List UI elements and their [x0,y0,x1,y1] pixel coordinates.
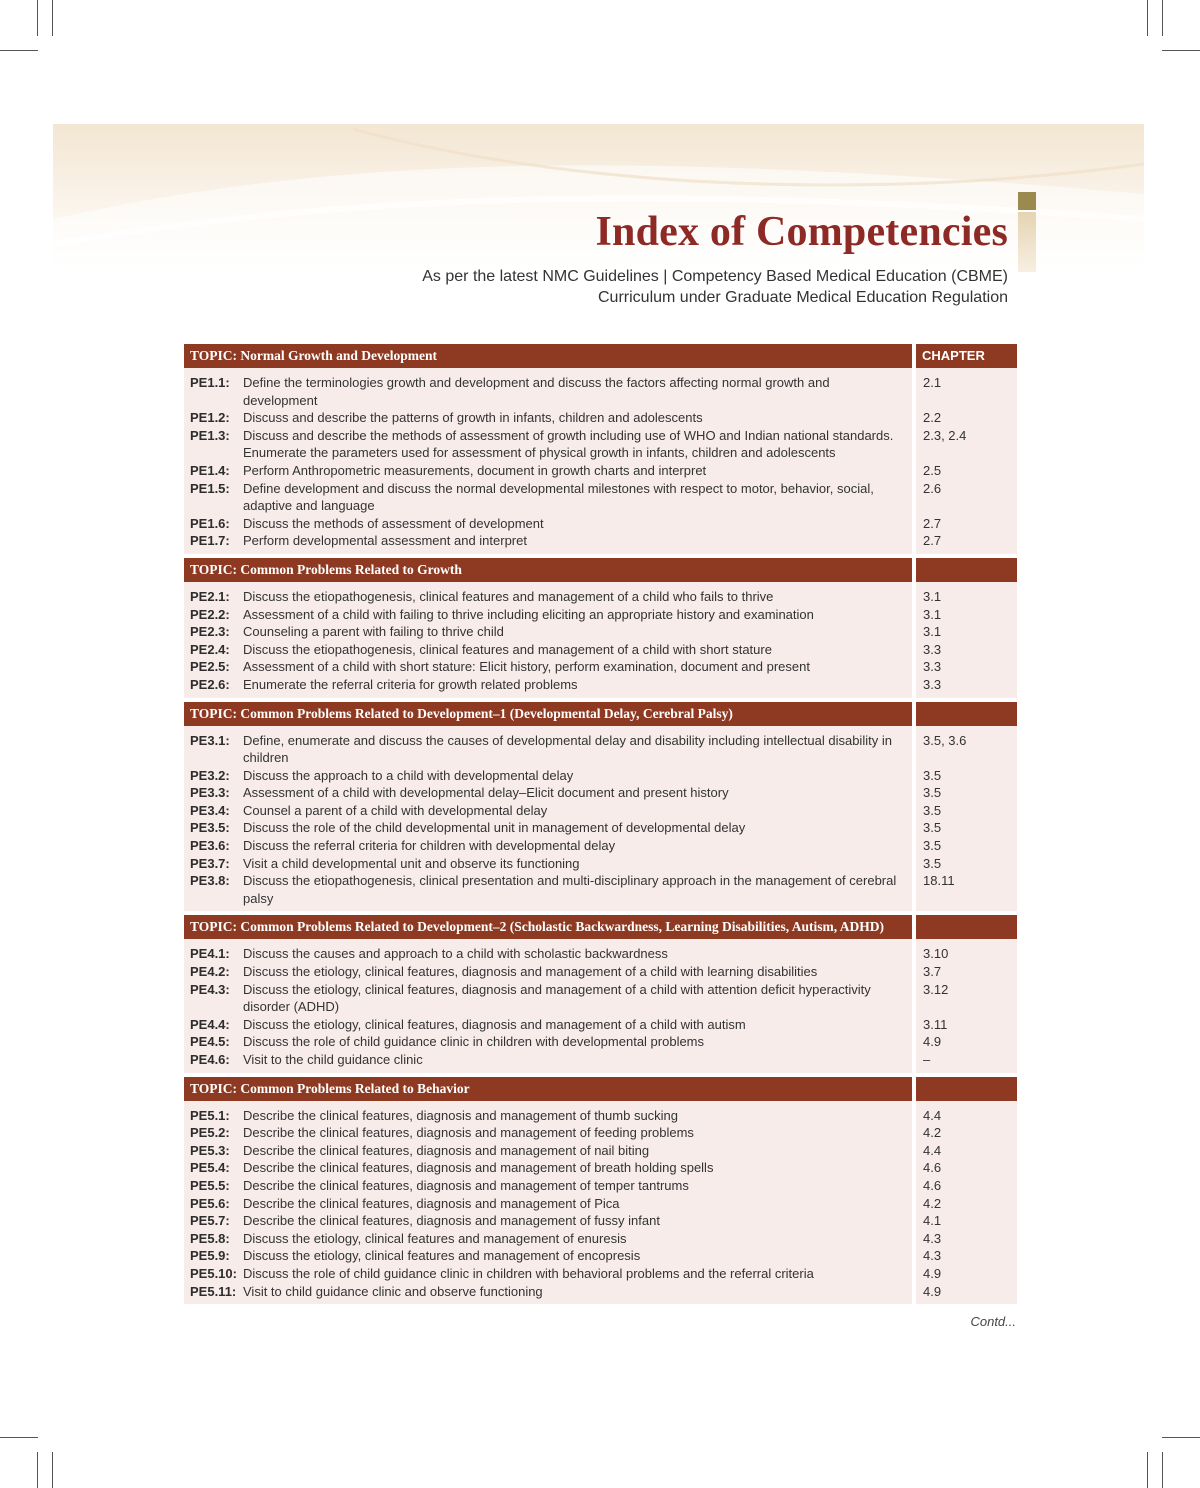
competency-code: PE2.5: [190,659,230,675]
chapter-number: 2.5 [923,462,942,478]
crop-mark [1162,1452,1163,1488]
topic-heading: TOPIC: Normal Growth and Development [184,344,912,368]
competency-code: PE4.1: [190,946,230,962]
competency-item [190,802,906,820]
competency-description: Discuss the etiopathogenesis, clinical presentation and multi-disciplinary approach in the management of cerebral palsy [243,873,897,906]
competency-item [190,374,906,409]
competency-code: PE5.8: [190,1230,230,1246]
chapter-heading [916,702,1017,726]
topic-heading: TOPIC: Common Problems Related to Development–2 (Scholastic Backwardness, Learning Disabilities, Autism, ADHD) [184,915,912,939]
competency-description: Counseling a parent with failing to thrive child [243,624,504,640]
competency-description: Describe the clinical features, diagnosis and management of feeding problems [243,1125,694,1141]
competency-code: PE5.10: [190,1265,237,1281]
competency-item [190,872,906,907]
chapter-number: 4.4 [923,1107,942,1123]
chapter-list [916,368,1017,554]
competency-code: PE5.11: [190,1283,237,1299]
crop-mark [37,0,38,36]
competency-description: Discuss the etiology, clinical features, diagnosis and management of a child with learning disabilities [243,964,818,980]
competency-item [190,1107,906,1125]
competency-item [190,1283,906,1301]
competency-code: PE1.2: [190,410,230,426]
crop-mark [52,0,53,36]
competency-code: PE5.5: [190,1177,230,1193]
crop-mark [37,1452,38,1488]
chapter-number: 2.2 [923,410,942,426]
chapter-number: 4.2 [923,1125,942,1141]
competency-code: PE2.4: [190,641,230,657]
competency-description: Enumerate the referral criteria for growth related problems [243,676,578,692]
chapter-number: 4.6 [923,1177,942,1193]
competency-code: PE4.6: [190,1052,230,1067]
competency-item [190,1051,906,1069]
chapter-number: 3.1 [923,588,942,604]
competency-item [190,732,906,767]
crop-mark [0,1437,38,1438]
subtitle-line: As per the latest NMC Guidelines | Competency Based Medical Education (CBME) [422,268,1008,285]
topic-heading: TOPIC: Common Problems Related to Behavior [184,1077,912,1101]
competency-description: Discuss the etiology, clinical features, diagnosis and management of a child with attention deficit hyperactivity disorder (ADHD) [243,981,871,1015]
competency-code: PE5.3: [190,1142,230,1158]
competency-description: Perform developmental assessment and interpret [243,533,527,549]
chapter-number: 3.1 [923,624,942,640]
chapter-number: 18.11 [923,873,955,889]
chapter-number: 4.1 [923,1213,942,1229]
chapter-number: 4.4 [923,1142,942,1158]
competency-description: Define the terminologies growth and development and discuss the factors affecting normal growth and development [243,375,830,408]
competency-code: PE1.3: [190,427,230,443]
topic-body [184,726,1017,912]
chapter-number: 2.7 [923,533,942,549]
topic-body [184,582,1017,698]
competency-code: PE3.2: [190,767,230,783]
competency-code: PE1.7: [190,533,230,549]
competency-item [190,1124,906,1142]
competency-item [190,1159,906,1177]
competency-code: PE3.5: [190,820,230,836]
competency-item [190,819,906,837]
competency-item [190,981,906,1016]
competency-code: PE5.7: [190,1213,230,1229]
competency-description: Visit a child developmental unit and observe its functioning [243,855,580,871]
competency-item [190,641,906,659]
competency-description: Describe the clinical features, diagnosis and management of breath holding spells [243,1160,714,1176]
competency-item [190,1033,906,1051]
competency-item [190,606,906,624]
chapter-number: 4.6 [923,1160,942,1176]
chapter-number: 2.6 [923,480,942,496]
topic-header-row [184,702,1017,726]
competency-code: PE5.1: [190,1107,230,1123]
competency-description: Discuss and describe the methods of assessment of growth including use of WHO and Indian national standards. Enumerate the parameters used for assessment of physical growth in infants, children and adolescents [243,427,894,461]
crop-mark [1162,0,1163,36]
competency-code: PE5.6: [190,1195,230,1211]
competency-description: Assessment of a child with failing to thrive including eliciting an appropriate history and examination [243,606,814,622]
chapter-number: 3.3 [923,659,942,675]
crop-mark [52,1452,53,1488]
competency-description: Discuss the role of the child developmental unit in management of developmental delay [243,820,746,836]
competency-item [190,1265,906,1283]
chapter-number: 4.9 [923,1283,942,1299]
competency-code: PE4.5: [190,1034,230,1050]
competency-list [184,939,912,1072]
competency-code: PE2.2: [190,606,230,622]
topic-header-row [184,558,1017,582]
accent-square [1018,192,1036,210]
topic-body [184,939,1017,1072]
competency-item [190,462,906,480]
competency-description: Discuss the role of child guidance clinic in children with developmental problems [243,1034,705,1050]
competency-item [190,1177,906,1195]
chapter-number: 4.9 [923,1265,942,1281]
chapter-heading [916,915,1017,939]
competency-code: PE2.6: [190,676,230,692]
competency-description: Discuss the etiopathogenesis, clinical features and management of a child who fails to thrive [243,588,774,604]
chapter-number: 3.7 [923,964,942,980]
crop-mark [1147,1452,1148,1488]
competency-item [190,1247,906,1265]
competency-code: PE3.3: [190,785,230,801]
competency-description: Describe the clinical features, diagnosis and management of nail biting [243,1142,650,1158]
chapter-list [916,582,1017,698]
competency-description: Describe the clinical features, diagnosis and management of Pica [243,1195,620,1211]
competency-code: PE1.5: [190,480,230,496]
competency-description: Visit to the child guidance clinic [243,1052,423,1067]
competency-item [190,409,906,427]
competency-table [184,344,1017,1308]
chapter-list [916,1101,1017,1305]
competency-item [190,427,906,462]
chapter-number: 4.3 [923,1248,942,1264]
competency-code: PE3.7: [190,855,230,871]
competency-item [190,480,906,515]
competency-description: Discuss the causes and approach to a child with scholastic backwardness [243,946,668,962]
competency-code: PE2.1: [190,588,230,604]
topic-header-row [184,1077,1017,1101]
crop-mark [1162,1437,1200,1438]
competency-item [190,855,906,873]
competency-code: PE3.6: [190,838,230,854]
page-subtitle [422,266,1008,308]
competency-description: Perform Anthropometric measurements, document in growth charts and interpret [243,462,707,478]
competency-description: Visit to child guidance clinic and observe functioning [243,1283,543,1299]
competency-code: PE5.4: [190,1160,230,1176]
chapter-number: 3.10 [923,946,949,962]
chapter-number: 3.11 [923,1016,948,1032]
competency-item [190,1212,906,1230]
competency-code: PE4.3: [190,981,230,997]
competency-description: Discuss the etiology, clinical features, diagnosis and management of a child with autism [243,1016,746,1032]
competency-list [184,368,912,554]
topic-body [184,368,1017,554]
topic-heading: TOPIC: Common Problems Related to Development–1 (Developmental Delay, Cerebral Palsy) [184,702,912,726]
chapter-number: 3.5 [923,802,942,818]
chapter-number: 3.3 [923,676,942,692]
chapter-number: 4.3 [923,1230,942,1246]
competency-description: Discuss the approach to a child with developmental delay [243,767,574,783]
competency-code: PE3.1: [190,732,230,748]
competency-item [190,1230,906,1248]
competency-item [190,1195,906,1213]
page-title: Index of Competencies [595,209,1008,255]
competency-description: Discuss the etiopathogenesis, clinical features and management of a child with short stature [243,641,772,657]
competency-description: Assessment of a child with developmental delay–Elicit document and present history [243,785,729,801]
chapter-heading [916,1077,1017,1101]
chapter-number: 2.3, 2.4 [923,427,967,443]
topic-body [184,1101,1017,1305]
chapter-number: 3.5, 3.6 [923,732,967,748]
crop-mark [0,50,38,51]
competency-item [190,837,906,855]
competency-description: Describe the clinical features, diagnosis and management of fussy infant [243,1213,660,1229]
topic-heading: TOPIC: Common Problems Related to Growth [184,558,912,582]
chapter-number: 2.7 [923,515,942,531]
subtitle-line: Curriculum under Graduate Medical Education Regulation [598,289,1008,306]
topic-header-row [184,915,1017,939]
chapter-number: 3.5 [923,855,942,871]
competency-description: Discuss the methods of assessment of development [243,515,544,531]
competency-code: PE3.8: [190,873,230,889]
competency-code: PE3.4: [190,802,230,818]
chapter-heading [916,558,1017,582]
chapter-number: 4.2 [923,1195,942,1211]
competency-code: PE1.4: [190,462,230,478]
competency-description: Discuss the role of child guidance clinic in children with behavioral problems and the referral criteria [243,1265,814,1281]
competency-item [190,515,906,533]
chapter-number: 3.5 [923,820,942,836]
competency-description: Describe the clinical features, diagnosis and management of temper tantrums [243,1177,689,1193]
competency-list [184,582,912,698]
chapter-number: 3.1 [923,606,942,622]
chapter-list [916,939,1017,1072]
topic-header-row [184,344,1017,368]
competency-code: PE2.3: [190,624,230,640]
competency-item [190,588,906,606]
crop-mark [1147,0,1148,36]
competency-item [190,532,906,550]
competency-list [184,726,912,912]
chapter-list [916,726,1017,912]
chapter-number: 2.1 [923,375,942,390]
competency-description: Counsel a parent of a child with developmental delay [243,802,548,818]
competency-description: Discuss the referral criteria for children with developmental delay [243,838,616,854]
competency-item [190,1016,906,1034]
competency-item [190,963,906,981]
competency-item [190,1142,906,1160]
chapter-heading: CHAPTER [916,344,1017,368]
competency-item [190,658,906,676]
chapter-number: 4.9 [923,1034,942,1050]
competency-code: PE4.4: [190,1016,230,1032]
accent-bar [1018,212,1036,272]
competency-item [190,767,906,785]
competency-code: PE1.1: [190,375,230,390]
competency-description: Define development and discuss the normal developmental milestones with respect to motor, behavior, social, adaptive and language [243,480,874,514]
competency-code: PE5.2: [190,1125,230,1141]
competency-code: PE4.2: [190,964,230,980]
continued-note: Contd... [970,1314,1016,1329]
competency-description: Discuss and describe the patterns of growth in infants, children and adolescents [243,410,703,426]
chapter-number: – [923,1052,931,1067]
chapter-number: 3.12 [923,981,949,997]
competency-list [184,1101,912,1305]
chapter-number: 3.5 [923,838,942,854]
competency-item [190,623,906,641]
crop-mark [1162,50,1200,51]
chapter-number: 3.5 [923,767,942,783]
competency-item [190,676,906,694]
competency-code: PE5.9: [190,1248,230,1264]
competency-description: Discuss the etiology, clinical features and management of encopresis [243,1248,641,1264]
competency-item [190,945,906,963]
competency-item [190,784,906,802]
competency-description: Assessment of a child with short stature: Elicit history, perform examination, document and present [243,659,810,675]
competency-description: Describe the clinical features, diagnosis and management of thumb sucking [243,1107,679,1123]
chapter-number: 3.3 [923,641,942,657]
competency-description: Discuss the etiology, clinical features and management of enuresis [243,1230,627,1246]
competency-code: PE1.6: [190,515,230,531]
competency-description: Define, enumerate and discuss the causes of developmental delay and disability including intellectual disability in children [243,732,892,766]
chapter-number: 3.5 [923,785,942,801]
